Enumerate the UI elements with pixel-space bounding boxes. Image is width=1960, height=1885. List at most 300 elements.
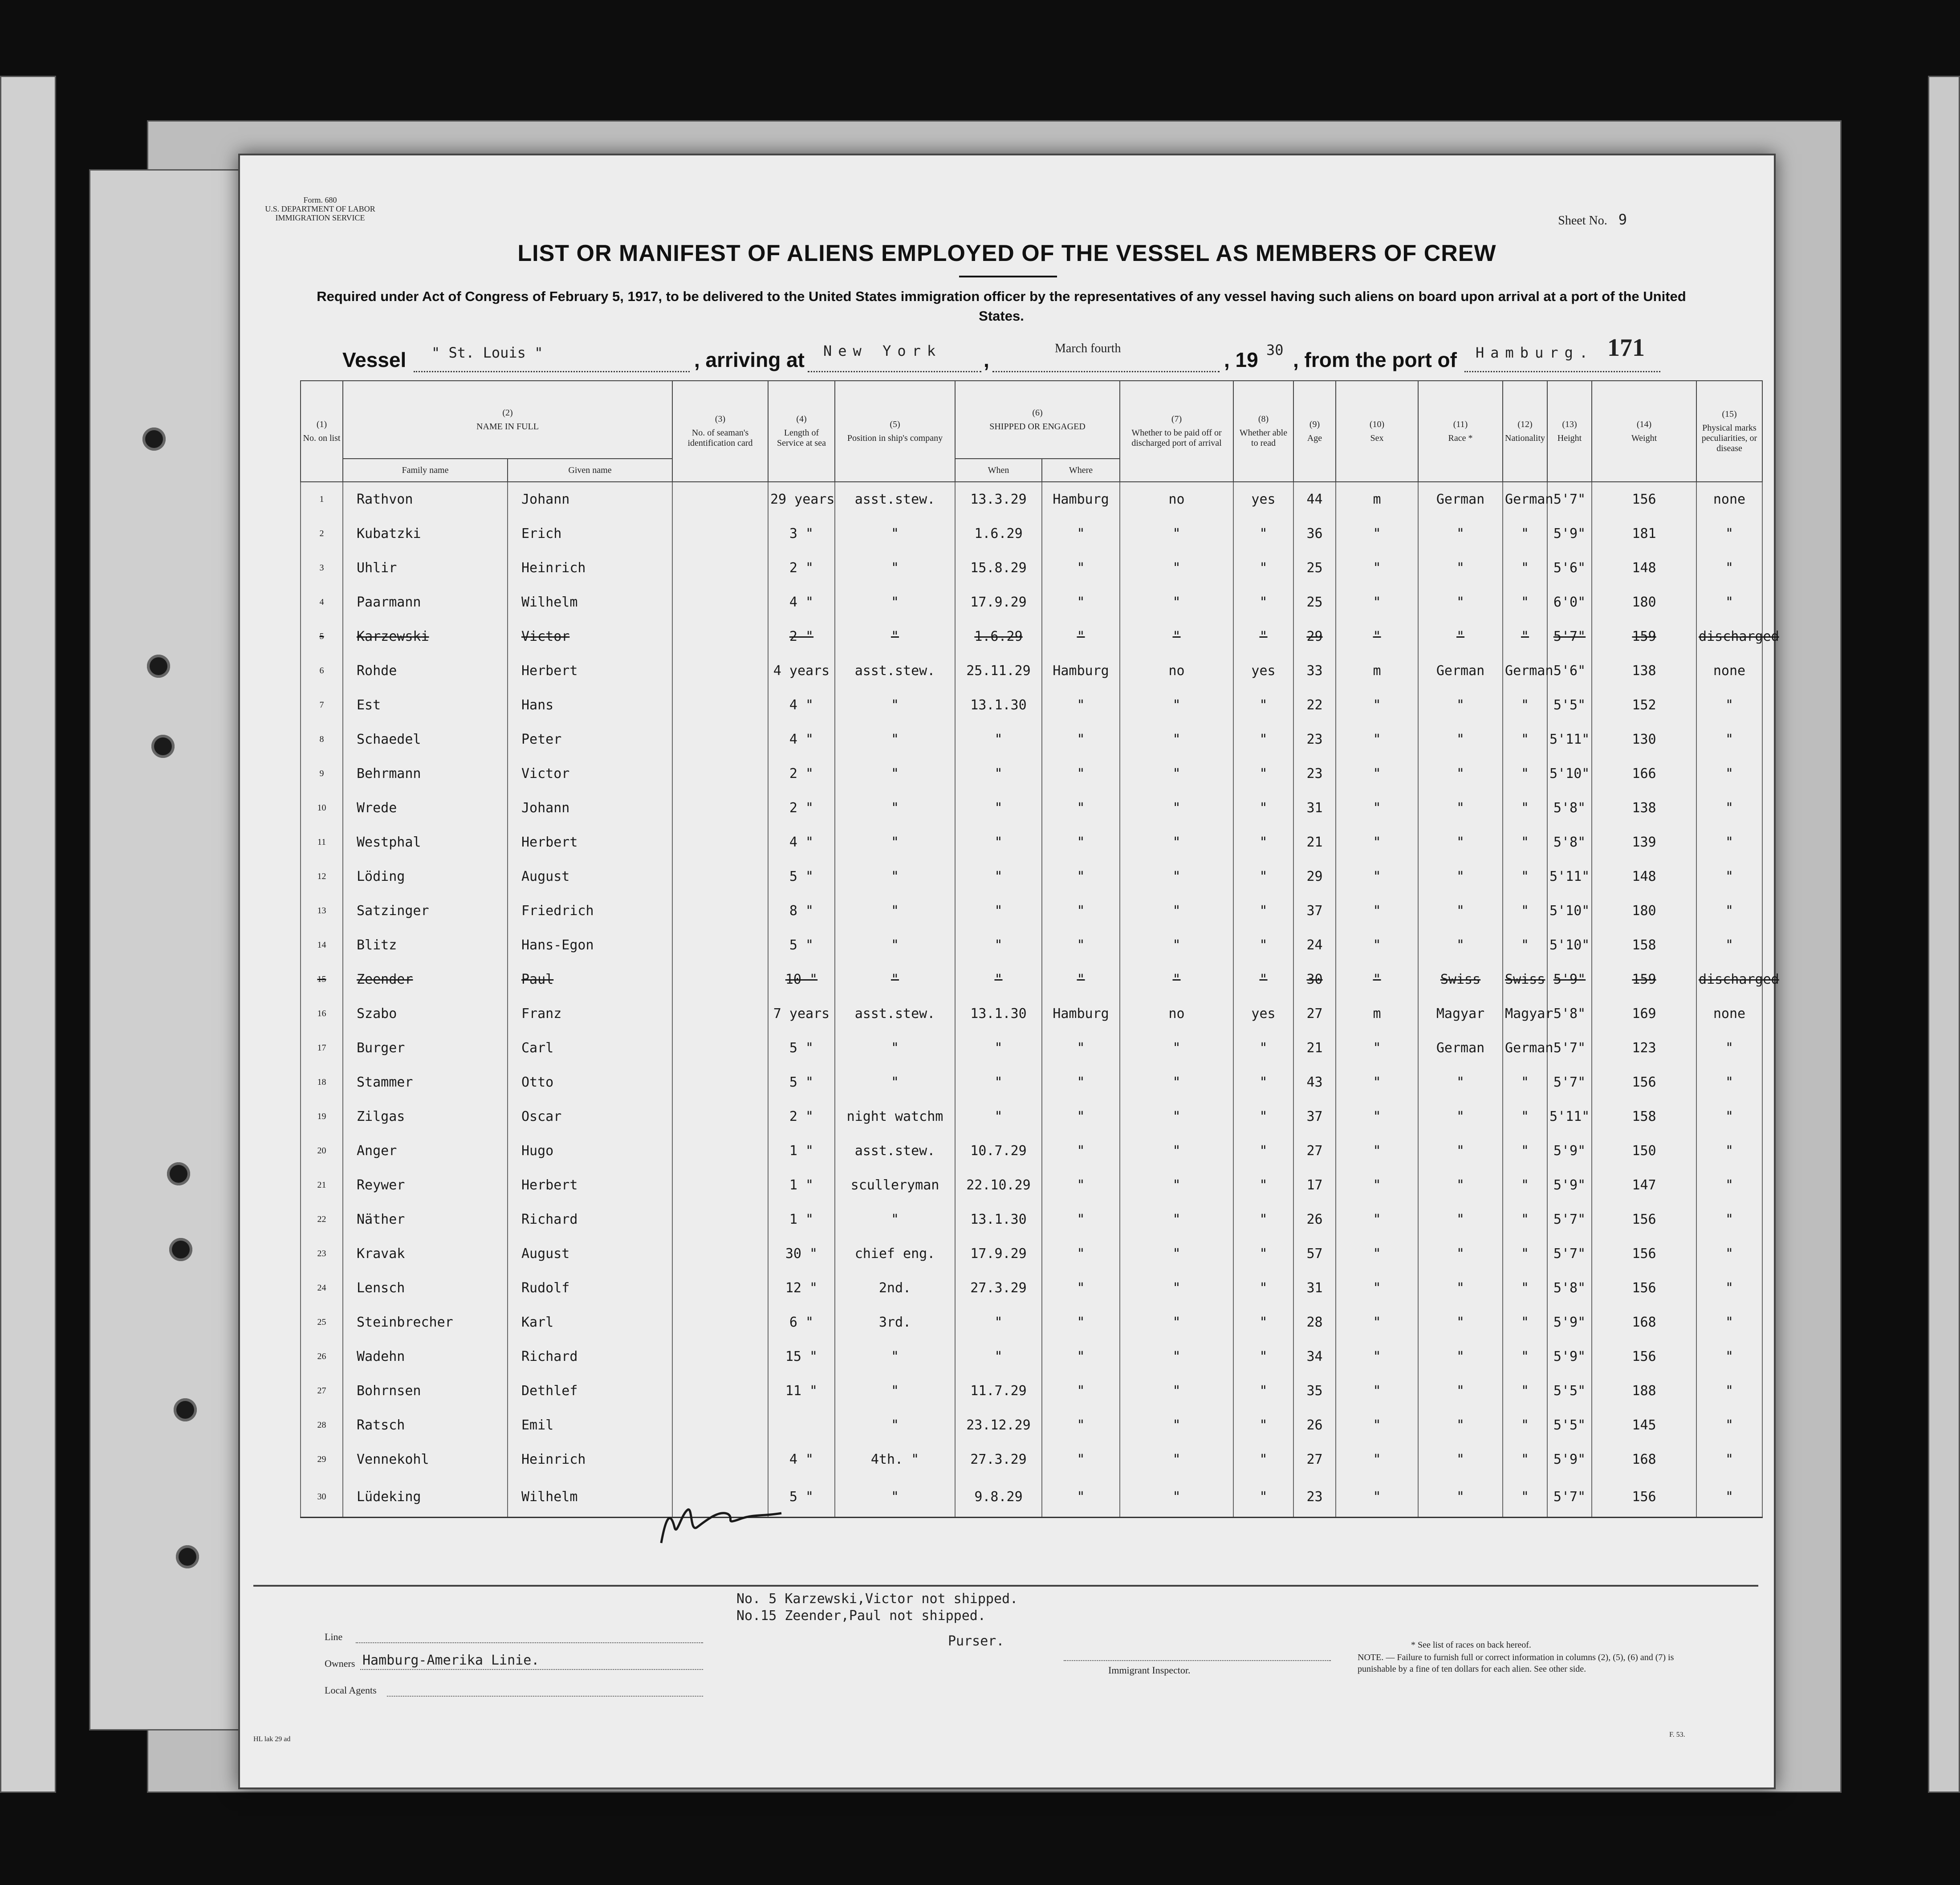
physical-marks: " [1696,585,1762,619]
height: 5'7" [1547,1065,1592,1099]
shipped-when: 13.1.30 [955,688,1042,722]
height: 5'9" [1547,1168,1592,1202]
id-card [672,825,768,859]
nationality: " [1503,1305,1547,1339]
paid-off: no [1120,654,1233,688]
id-card [672,1442,768,1477]
col-paid-off: (7) Whether to be paid off or discharged port of arrival [1120,381,1233,482]
sex: " [1336,1099,1418,1134]
physical-marks: " [1696,928,1762,962]
given-name: Victor [508,619,672,654]
length-service: 1 " [768,1168,835,1202]
length-service: 4 " [768,1442,835,1477]
physical-marks: discharged [1696,619,1762,654]
age: 25 [1293,551,1336,585]
position: asst.stew. [835,654,955,688]
id-card [672,1202,768,1237]
age: 23 [1293,722,1336,757]
family-name: Rathvon [343,482,508,517]
length-service: 4 " [768,688,835,722]
row-number: 17 [301,1031,343,1065]
row-number: 19 [301,1099,343,1134]
paid-off: " [1120,551,1233,585]
given-name: Otto [508,1065,672,1099]
row-number: 26 [301,1339,343,1374]
sex: " [1336,1202,1418,1237]
nationality: " [1503,1271,1547,1305]
race: Magyar [1418,997,1503,1031]
weight: 158 [1592,928,1696,962]
given-name: Karl [508,1305,672,1339]
weight: 156 [1592,1271,1696,1305]
weight: 156 [1592,1477,1696,1518]
able-to-read: " [1233,1374,1293,1408]
race: " [1418,894,1503,928]
family-name: Reywer [343,1168,508,1202]
nationality: " [1503,722,1547,757]
family-name: Ratsch [343,1408,508,1442]
row-number: 18 [301,1065,343,1099]
able-to-read: " [1233,1134,1293,1168]
position: asst.stew. [835,997,955,1031]
shipped-where: " [1042,722,1120,757]
table-row [301,654,1762,688]
race: " [1418,1442,1503,1477]
position: " [835,619,955,654]
given-name: Hans-Egon [508,928,672,962]
shipped-when: " [955,928,1042,962]
paid-off: " [1120,1305,1233,1339]
family-name: Stammer [343,1065,508,1099]
position: 3rd. [835,1305,955,1339]
race: " [1418,825,1503,859]
row-number: 1 [301,482,343,517]
length-service: 12 " [768,1271,835,1305]
sex: " [1336,1477,1418,1518]
nationality: German [1503,654,1547,688]
family-name: Zeender [343,962,508,997]
height: 5'10" [1547,928,1592,962]
id-card [672,1134,768,1168]
table-row [301,1271,1762,1305]
shipped-where: " [1042,1134,1120,1168]
able-to-read: yes [1233,997,1293,1031]
given-name: Wilhelm [508,1477,672,1518]
race: " [1418,1477,1503,1518]
height: 5'5" [1547,1408,1592,1442]
weight: 166 [1592,757,1696,791]
height: 5'9" [1547,1339,1592,1374]
col-id-card: (3) No. of seaman's identification card [672,381,768,482]
shipped-when: " [955,1305,1042,1339]
nationality: " [1503,1442,1547,1477]
id-card [672,722,768,757]
race: " [1418,791,1503,825]
length-service: 30 " [768,1237,835,1271]
race: " [1418,688,1503,722]
note-no-5: No. 5 Karzewski,Victor not shipped. [736,1591,1018,1607]
given-name: Hans [508,688,672,722]
length-service: 2 " [768,757,835,791]
physical-marks: " [1696,1271,1762,1305]
given-name: Heinrich [508,551,672,585]
col-name-in-full: (2) NAME IN FULL [343,381,672,459]
sex: m [1336,482,1418,517]
given-name: Richard [508,1202,672,1237]
id-card [672,688,768,722]
races-note: * See list of races on back hereof. [1411,1640,1531,1650]
physical-marks: " [1696,757,1762,791]
weight: 138 [1592,654,1696,688]
race: " [1418,517,1503,551]
paid-off: " [1120,722,1233,757]
table-row [301,1031,1762,1065]
shipped-when: " [955,1031,1042,1065]
able-to-read: yes [1233,654,1293,688]
table-row [301,791,1762,825]
nationality: " [1503,757,1547,791]
shipped-when: " [955,791,1042,825]
col-physical-marks: (15) Physical marks peculiarities, or disease [1696,381,1762,482]
sex: " [1336,859,1418,894]
family-name: Kravak [343,1237,508,1271]
height: 5'7" [1547,1031,1592,1065]
row-number: 22 [301,1202,343,1237]
table-row [301,894,1762,928]
physical-marks: " [1696,1031,1762,1065]
id-card [672,1099,768,1134]
inspector-signature-line [1064,1660,1331,1661]
family-name: Lensch [343,1271,508,1305]
binder-hole [147,655,170,678]
binder-hole [151,735,175,758]
paid-off: " [1120,928,1233,962]
height: 5'9" [1547,517,1592,551]
sheet-value: 9 [1618,211,1627,228]
family-name: Szabo [343,997,508,1031]
department: U.S. DEPARTMENT OF LABOR [265,204,375,213]
table-body [301,482,1779,1518]
owners-label: Owners [325,1658,355,1669]
able-to-read: " [1233,1237,1293,1271]
age: 27 [1293,997,1336,1031]
shipped-when: " [955,859,1042,894]
vessel-label: Vessel [342,348,407,371]
nationality: Swiss [1503,962,1547,997]
race: " [1418,1134,1503,1168]
id-card [672,757,768,791]
nationality: " [1503,1408,1547,1442]
col-sex: (10) Sex [1336,381,1418,482]
age: 34 [1293,1339,1336,1374]
family-name: Westphal [343,825,508,859]
shipped-when: 1.6.29 [955,619,1042,654]
position: " [835,928,955,962]
nationality: " [1503,1134,1547,1168]
col-length-service: (4) Length of Service at sea [768,381,835,482]
able-to-read: " [1233,619,1293,654]
nationality: " [1503,551,1547,585]
nationality: " [1503,1477,1547,1518]
length-service: 5 " [768,1477,835,1518]
back-sheet-right-edge [1928,76,1960,1793]
length-service: 2 " [768,791,835,825]
shipped-when: 9.8.29 [955,1477,1042,1518]
owners-value: Hamburg-Amerika Linie. [362,1653,540,1668]
shipped-when: 13.1.30 [955,1202,1042,1237]
given-name: Victor [508,757,672,791]
page-number: 171 [1607,334,1645,362]
paid-off: " [1120,1168,1233,1202]
nationality: Magyar [1503,997,1547,1031]
physical-marks: " [1696,688,1762,722]
able-to-read: " [1233,1099,1293,1134]
table-row [301,1099,1762,1134]
physical-marks: " [1696,1099,1762,1134]
shipped-where: " [1042,1442,1120,1477]
id-card [672,1168,768,1202]
shipped-when: 23.12.29 [955,1408,1042,1442]
age: 37 [1293,1099,1336,1134]
id-card [672,859,768,894]
paid-off: " [1120,688,1233,722]
family-name: Paarmann [343,585,508,619]
position: " [835,688,955,722]
shipped-where: " [1042,1031,1120,1065]
shipped-where: " [1042,791,1120,825]
age: 36 [1293,517,1336,551]
shipped-where: " [1042,551,1120,585]
shipped-where: " [1042,825,1120,859]
shipped-where: " [1042,1099,1120,1134]
shipped-where: " [1042,1374,1120,1408]
able-to-read: " [1233,962,1293,997]
age: 35 [1293,1374,1336,1408]
family-name: Löding [343,859,508,894]
position: " [835,894,955,928]
able-to-read: " [1233,1477,1293,1518]
table-row [301,585,1762,619]
table-row [301,1305,1762,1339]
nationality: " [1503,1374,1547,1408]
paid-off: " [1120,585,1233,619]
physical-marks: " [1696,1442,1762,1477]
able-to-read: " [1233,1305,1293,1339]
row-number: 24 [301,1271,343,1305]
shipped-where: " [1042,1477,1120,1518]
physical-marks: discharged [1696,962,1762,997]
given-name: August [508,859,672,894]
table-row [301,1134,1762,1168]
race: " [1418,1202,1503,1237]
id-card [672,1374,768,1408]
shipped-when: 27.3.29 [955,1271,1042,1305]
length-service: 4 " [768,585,835,619]
family-name: Rohde [343,654,508,688]
year-value: 30 [1266,342,1284,358]
paid-off: " [1120,825,1233,859]
height: 5'7" [1547,1202,1592,1237]
paid-off: " [1120,1202,1233,1237]
position: night watchm [835,1099,955,1134]
able-to-read: " [1233,1408,1293,1442]
paid-off: no [1120,482,1233,517]
age: 57 [1293,1237,1336,1271]
family-name: Bohrnsen [343,1374,508,1408]
binder-hole [167,1162,190,1185]
row-number: 27 [301,1374,343,1408]
table-row [301,825,1762,859]
race: " [1418,859,1503,894]
row-number: 7 [301,688,343,722]
length-service: 3 " [768,517,835,551]
local-agents-label: Local Agents [325,1685,377,1696]
paid-off: " [1120,1031,1233,1065]
position: " [835,517,955,551]
row-number: 9 [301,757,343,791]
id-card [672,619,768,654]
length-service: 8 " [768,894,835,928]
table-row [301,482,1762,517]
height: 5'5" [1547,688,1592,722]
able-to-read: " [1233,551,1293,585]
position: " [835,1202,955,1237]
table-row [301,722,1762,757]
shipped-where: " [1042,1339,1120,1374]
physical-marks: " [1696,1237,1762,1271]
sex: " [1336,517,1418,551]
vessel-line: Vessel " St. Louis " , arriving at New York , March fourth , 19 30 , from the port of Hamburg. [342,348,1678,375]
arriving-label: , arriving at [694,348,805,371]
given-name: Hugo [508,1134,672,1168]
weight: 145 [1592,1408,1696,1442]
row-number: 30 [301,1477,343,1518]
col-shipped: (6) SHIPPED OR ENGAGED [955,381,1120,459]
weight: 168 [1592,1305,1696,1339]
nationality: " [1503,619,1547,654]
weight: 159 [1592,962,1696,997]
height: 5'8" [1547,825,1592,859]
row-number: 14 [301,928,343,962]
physical-marks: none [1696,482,1762,517]
position: " [835,585,955,619]
shipped-when: 1.6.29 [955,517,1042,551]
row-number: 10 [301,791,343,825]
shipped-when: 10.7.29 [955,1134,1042,1168]
table-row [301,619,1762,654]
position: asst.stew. [835,482,955,517]
shipped-when: 22.10.29 [955,1168,1042,1202]
able-to-read: " [1233,722,1293,757]
shipped-when: 25.11.29 [955,654,1042,688]
length-service: 29 years [768,482,835,517]
note-no-15: No.15 Zeender,Paul not shipped. [736,1608,986,1624]
race: German [1418,1031,1503,1065]
position: " [835,1408,955,1442]
dotted-line [414,371,690,372]
length-service: 4 " [768,722,835,757]
shipped-where: " [1042,1271,1120,1305]
length-service: 7 years [768,997,835,1031]
physical-marks: " [1696,517,1762,551]
height: 6'0" [1547,585,1592,619]
weight: 156 [1592,1202,1696,1237]
col-weight: (14) Weight [1592,381,1696,482]
length-service: 1 " [768,1202,835,1237]
line-field [356,1642,703,1643]
id-card [672,928,768,962]
weight: 147 [1592,1168,1696,1202]
sex: " [1336,1408,1418,1442]
shipped-when: " [955,1339,1042,1374]
weight: 150 [1592,1134,1696,1168]
given-name: Johann [508,791,672,825]
shipped-when: " [955,894,1042,928]
arriving-port: New York [823,342,942,359]
physical-marks: " [1696,791,1762,825]
race: " [1418,585,1503,619]
table-row [301,1065,1762,1099]
age: 28 [1293,1305,1336,1339]
sheet-number [1558,211,1627,228]
age: 31 [1293,791,1336,825]
weight: 123 [1592,1031,1696,1065]
race: " [1418,722,1503,757]
position: " [835,1031,955,1065]
age: 30 [1293,962,1336,997]
family-name: Kubatzki [343,517,508,551]
length-service: 1 " [768,1134,835,1168]
sex: m [1336,997,1418,1031]
race: German [1418,654,1503,688]
paid-off: " [1120,791,1233,825]
weight: 156 [1592,1339,1696,1374]
shipped-where: " [1042,517,1120,551]
able-to-read: " [1233,928,1293,962]
shipped-when: 17.9.29 [955,1237,1042,1271]
id-card [672,894,768,928]
physical-marks: " [1696,1339,1762,1374]
race: " [1418,757,1503,791]
age: 25 [1293,585,1336,619]
page-title: LIST OR MANIFEST OF ALIENS EMPLOYED OF THE VESSEL AS MEMBERS OF CREW [517,240,1496,266]
able-to-read: " [1233,1031,1293,1065]
length-service: 15 " [768,1339,835,1374]
form-number: Form. 680 [303,195,337,204]
height: 5'6" [1547,654,1592,688]
given-name: Carl [508,1031,672,1065]
shipped-when: " [955,1099,1042,1134]
row-number: 20 [301,1134,343,1168]
position: " [835,1065,955,1099]
sex: " [1336,1374,1418,1408]
physical-marks: " [1696,1065,1762,1099]
shipped-where: " [1042,1305,1120,1339]
given-name: Oscar [508,1099,672,1134]
given-name: Herbert [508,654,672,688]
height: 5'8" [1547,791,1592,825]
physical-marks: " [1696,859,1762,894]
purser-label: Purser. [948,1633,1004,1649]
nationality: " [1503,1202,1547,1237]
able-to-read: " [1233,688,1293,722]
able-to-read: " [1233,1339,1293,1374]
table-row [301,1408,1762,1442]
age: 27 [1293,1442,1336,1477]
back-sheet-left-edge [0,76,56,1793]
fine-note: NOTE. — Failure to furnish full or correct information in columns (2), (5), (6) and (7) is punishable by a fine of ten dollars for each alien. See other side. [1358,1653,1674,1674]
shipped-when: 13.3.29 [955,482,1042,517]
